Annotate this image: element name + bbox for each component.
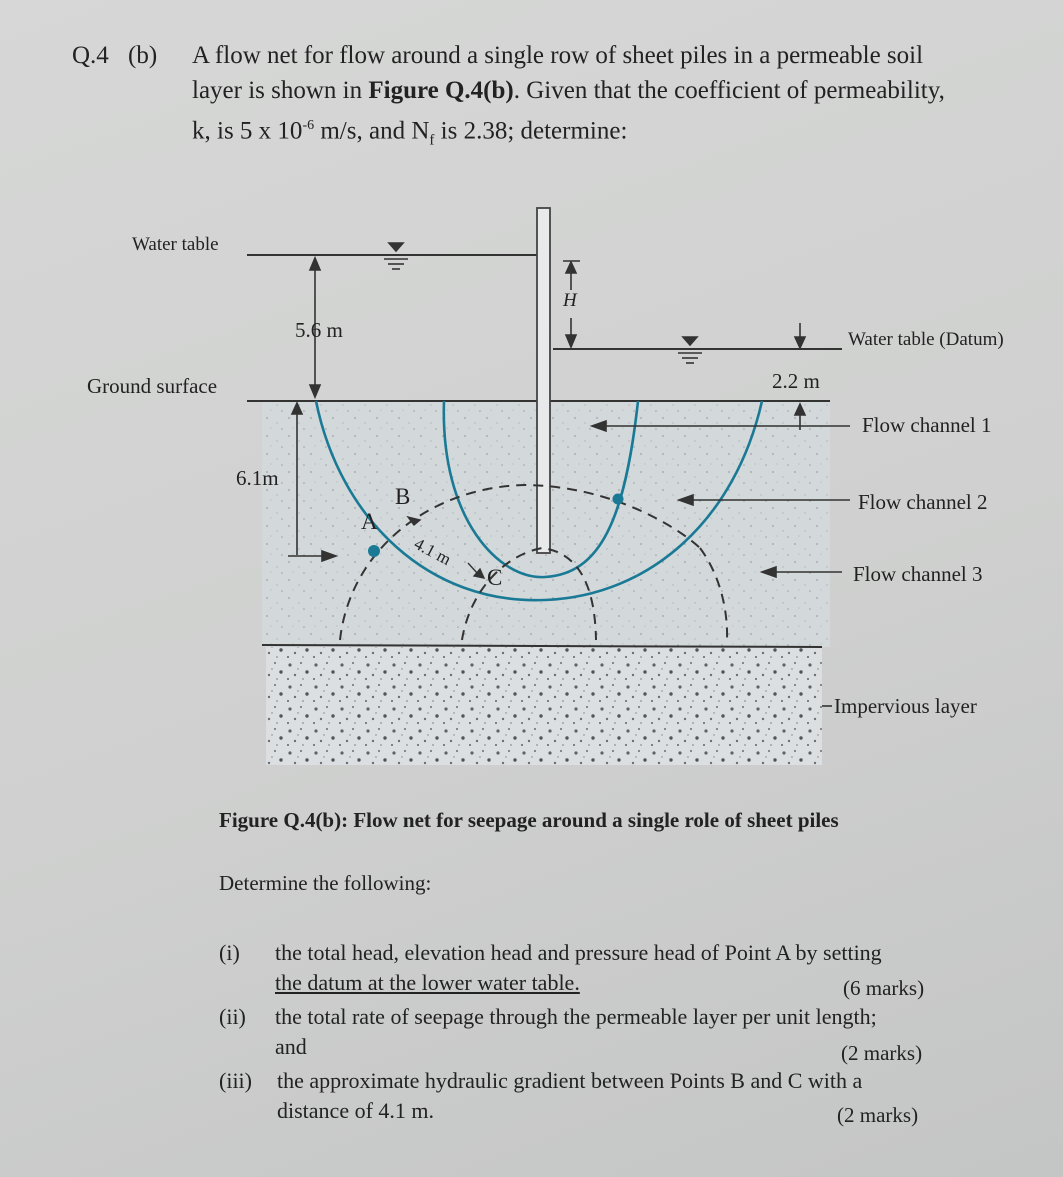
water-table-datum-label: Water table (Datum): [848, 329, 1004, 350]
point-a-marker: [368, 545, 380, 557]
water-table-left-label: Water table: [132, 234, 219, 255]
point-a-label: A: [361, 509, 378, 534]
question-part: (b): [128, 42, 158, 69]
determine-intro: Determine the following:: [219, 871, 432, 895]
impervious-layer-label: Impervious layer: [834, 694, 977, 718]
point-flow-marker: [613, 494, 624, 505]
item-i-line-1: the total head, elevation head and pressure head of Point A by setting: [275, 940, 882, 965]
item-ii-marks: (2 marks): [841, 1041, 923, 1065]
question-line-2: layer is shown in Figure Q.4(b). Given that the coefficient of permeability,: [192, 77, 945, 104]
item-i-number: (i): [219, 940, 240, 965]
point-b-label: B: [395, 484, 411, 509]
figure-caption: Figure Q.4(b): Flow net for seepage around a single role of sheet piles: [219, 808, 839, 832]
dim-4-1-label: 4.1 m: [411, 534, 455, 569]
dim-6-1-label: 6.1m: [236, 466, 279, 490]
question-line-1: A flow net for flow around a single row of sheet piles in a permeable soil: [192, 42, 924, 69]
sheet-pile: [537, 208, 550, 553]
flow-channel-2-label: Flow channel 2: [858, 490, 988, 514]
item-iii-marks: (2 marks): [837, 1103, 919, 1127]
item-i-line-2: the datum at the lower water table.: [275, 970, 580, 995]
item-iii-line-2: distance of 4.1 m.: [277, 1098, 435, 1123]
item-i-marks: (6 marks): [843, 976, 925, 1000]
item-iii-line-1: the approximate hydraulic gradient between Points B and C with a: [277, 1068, 863, 1093]
dim-5-6-label: 5.6 m: [295, 318, 343, 342]
item-ii-number: (ii): [219, 1004, 246, 1029]
flow-channel-1-label: Flow channel 1: [862, 413, 992, 437]
question-number: Q.4: [72, 42, 109, 69]
impervious-layer: [266, 647, 822, 765]
item-ii-line-1: the total rate of seepage through the permeable layer per unit length;: [275, 1004, 877, 1029]
flow-channel-3-label: Flow channel 3: [853, 562, 983, 586]
item-ii-line-2: and: [275, 1034, 307, 1059]
point-c-label: C: [487, 565, 503, 590]
ground-surface-label: Ground surface: [87, 374, 218, 398]
item-iii-number: (iii): [219, 1068, 252, 1093]
figure-reference: Figure Q.4(b): [368, 77, 514, 104]
dim-2-2-label: 2.2 m: [772, 369, 820, 393]
question-line-3: k, is 5 x $10^{-6}$ m/s, and $N_f$ is 2.38; determine:: [192, 117, 628, 149]
dim-h-label: H: [563, 290, 577, 311]
